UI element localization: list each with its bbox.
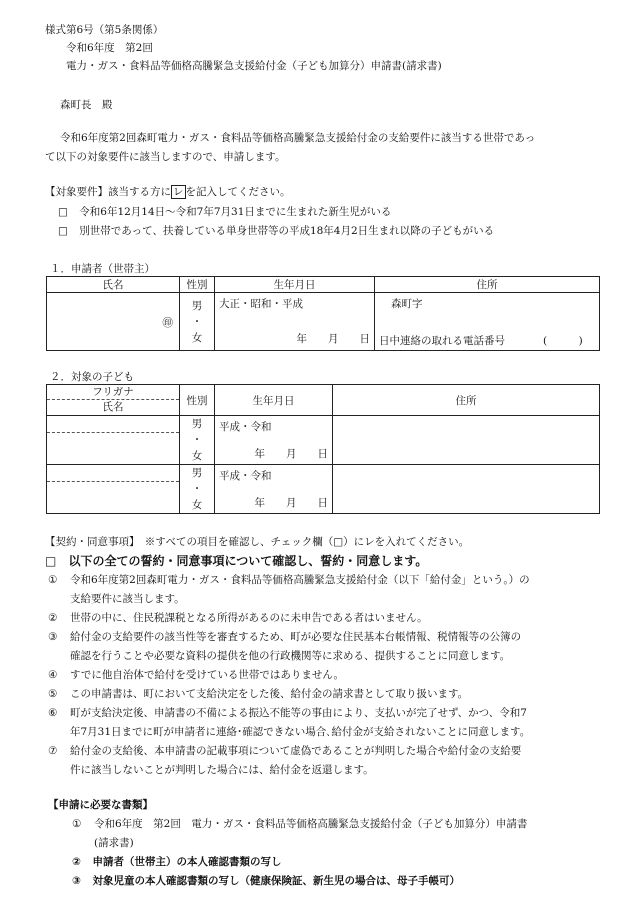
applicant-section-title: １．申請者（世帯主） bbox=[50, 263, 155, 275]
requirement-item[interactable] bbox=[58, 204, 391, 219]
address-prefix: 森町字 bbox=[391, 298, 423, 310]
header-sex: 性別 bbox=[180, 385, 215, 416]
sex-female[interactable]: 女 bbox=[191, 450, 203, 462]
sex-male[interactable]: 男 bbox=[191, 418, 203, 430]
consent-item-number: ① bbox=[48, 574, 58, 586]
document-item bbox=[72, 853, 282, 872]
requirement-item[interactable] bbox=[58, 223, 494, 238]
intro-line-1: 令和6年度第2回森町電力・ガス・食料品等価格高騰緊急支援給付金の支給要件に該当する世帯であっ bbox=[60, 132, 536, 144]
header-dob: 生年月日 bbox=[215, 385, 333, 416]
header-address: 住所 bbox=[375, 277, 600, 293]
applicant-name-field[interactable] bbox=[47, 293, 180, 351]
era-options: 大正・昭和・平成 bbox=[219, 298, 303, 310]
consent-item-number: ④ bbox=[48, 669, 58, 681]
requirement-text: 別世帯であって、扶養している単身世帯等の平成18年4月2日生まれ以降の子どもがいる bbox=[79, 225, 495, 237]
requirement-checkbox[interactable]: □ bbox=[58, 225, 68, 237]
year-round: 令和6年度 第2回 bbox=[66, 42, 153, 54]
header-name: 氏名 bbox=[102, 401, 124, 413]
child-name-field[interactable] bbox=[47, 416, 180, 465]
consent-item bbox=[48, 685, 608, 704]
consent-item-line: 令和6年度第2回森町電力・ガス・食料品等価格高騰緊急支援給付金（以下「給付金」という。）の bbox=[70, 574, 530, 586]
sex-dot: ・ bbox=[191, 434, 203, 446]
consent-item-line: 支給要件に該当します。 bbox=[70, 593, 185, 605]
consent-main-text: 以下の全ての誓約・同意事項について確認し、誓約・同意します。 bbox=[68, 554, 428, 568]
header-furigana-name bbox=[47, 385, 180, 416]
document-item bbox=[72, 872, 460, 891]
applicant-dob-field[interactable] bbox=[215, 293, 375, 351]
applicant-sex-field[interactable] bbox=[180, 293, 215, 351]
consent-main[interactable] bbox=[45, 552, 427, 569]
requirements-heading-post: を記入してください。 bbox=[185, 186, 291, 198]
seal-mark: ㊞ bbox=[162, 317, 173, 329]
child-address-field[interactable] bbox=[333, 465, 600, 514]
date-units: 年 月 日 bbox=[254, 448, 328, 460]
consent-item-line: 給付金の支給要件の該当性等を審査するため、町が必要な住民基本台帳情報、税情報等の公簿の bbox=[70, 631, 522, 643]
consent-item-number: ⑤ bbox=[48, 688, 58, 700]
child-dob-field[interactable] bbox=[215, 416, 333, 465]
document-item-line: (請求書) bbox=[94, 837, 134, 849]
form-number: 様式第6号（第5条関係） bbox=[45, 24, 164, 36]
consent-item-number: ⑦ bbox=[48, 745, 58, 757]
date-units: 年 月 日 bbox=[254, 497, 328, 509]
addressee: 森町長 殿 bbox=[60, 99, 113, 111]
phone-label: 日中連絡の取れる電話番号 bbox=[379, 335, 505, 347]
consent-item-line: 町が支給決定後、申請書の不備による振込不能等の事由により、支払いが完了せず、かつ、令和7 bbox=[70, 707, 527, 719]
header-dob: 生年月日 bbox=[215, 277, 375, 293]
era-options: 平成・令和 bbox=[219, 470, 272, 482]
header-address: 住所 bbox=[333, 385, 600, 416]
consent-item bbox=[48, 704, 608, 742]
children-section-title: ２．対象の子ども bbox=[50, 371, 134, 383]
consent-main-checkbox[interactable]: □ bbox=[45, 554, 57, 568]
document-item-number: ② bbox=[72, 856, 81, 868]
document-item-line: 令和6年度 第2回 電力・ガス・食料品等価格高騰緊急支援給付金（子ども加算分）申請書 bbox=[94, 818, 528, 830]
date-units: 年 月 日 bbox=[296, 333, 370, 345]
consent-item-number: ③ bbox=[48, 631, 58, 643]
child-sex-field[interactable] bbox=[180, 416, 215, 465]
consent-heading: 【契約・同意事項】 ※すべての項目を確認し、チェック欄（□）にレを入れてください。 bbox=[45, 536, 470, 548]
phone-parens[interactable]: ( ) bbox=[543, 335, 583, 347]
consent-item-line: 世帯の中に、住民税課税となる所得があるのに未申告である者はいません。 bbox=[70, 612, 428, 624]
document-item-number: ① bbox=[72, 818, 82, 830]
child-sex-field[interactable] bbox=[180, 465, 215, 514]
child-dob-field[interactable] bbox=[215, 465, 333, 514]
child-name-field[interactable] bbox=[47, 465, 180, 514]
consent-item-line: 件に該当しないことが判明した場合には、給付金を返還します。 bbox=[70, 764, 374, 776]
consent-item-line: すでに他自治体で給付を受けている世帯ではありません。 bbox=[70, 669, 344, 681]
consent-item bbox=[48, 742, 608, 780]
document-item bbox=[72, 815, 592, 853]
sex-dot: ・ bbox=[191, 315, 203, 328]
check-mark-box: レ bbox=[173, 186, 184, 198]
consent-item-line: 給付金の支給後、本申請書の記載事項について虚偽であることが判明した場合や給付金の支給要 bbox=[70, 745, 522, 757]
header-name: 氏名 bbox=[47, 277, 180, 293]
consent-item-line: この申請書は、町において支給決定をした後、給付金の請求書として取り扱います。 bbox=[70, 688, 469, 700]
document-item-number: ③ bbox=[72, 875, 81, 887]
page-title: 電力・ガス・食料品等価格高騰緊急支援給付金（子ども加算分）申請書(請求書) bbox=[66, 60, 442, 72]
sex-male[interactable]: 男 bbox=[191, 299, 203, 312]
consent-item-number: ⑥ bbox=[48, 707, 58, 719]
applicant-table bbox=[46, 276, 600, 351]
consent-item bbox=[48, 666, 608, 685]
consent-item-line: 年7月31日までに町が申請者に連絡･確認できない場合､給付金が支給されないことに同意します。 bbox=[70, 726, 531, 738]
sex-male[interactable]: 男 bbox=[191, 467, 203, 479]
sex-female[interactable]: 女 bbox=[191, 499, 203, 511]
requirement-checkbox[interactable]: □ bbox=[58, 206, 68, 218]
applicant-address-field[interactable] bbox=[375, 293, 600, 351]
requirements-heading-pre: 【対象要件】該当する方に bbox=[45, 186, 171, 198]
header-sex: 性別 bbox=[180, 277, 215, 293]
children-table bbox=[46, 384, 600, 514]
header-furigana: フリガナ bbox=[47, 385, 179, 400]
consent-item-line: 確認を行うことや必要な資料の提供を他の行政機関等に求める、提供することに同意します。 bbox=[70, 650, 511, 662]
consent-item bbox=[48, 571, 608, 609]
child-furigana-field[interactable] bbox=[47, 465, 179, 482]
era-options: 平成・令和 bbox=[219, 421, 272, 433]
documents-heading: 【申請に必要な書類】 bbox=[48, 799, 153, 811]
intro-line-2: て以下の対象要件に該当しますので、申請します。 bbox=[45, 151, 286, 163]
document-item-line: 申請者（世帯主）の本人確認書類の写し bbox=[92, 856, 282, 868]
requirements-heading bbox=[45, 184, 291, 199]
child-address-field[interactable] bbox=[333, 416, 600, 465]
requirement-text: 令和6年12月14日～令和7年7月31日までに生まれた新生児がいる bbox=[79, 206, 392, 218]
sex-female[interactable]: 女 bbox=[191, 331, 203, 344]
consent-item bbox=[48, 609, 608, 628]
document-item-line: 対象児童の本人確認書類の写し（健康保険証、新生児の場合は、母子手帳可） bbox=[92, 875, 461, 887]
child-furigana-field[interactable] bbox=[47, 416, 179, 433]
consent-item bbox=[48, 628, 608, 666]
sex-dot: ・ bbox=[191, 483, 203, 495]
consent-item-number: ② bbox=[48, 612, 58, 624]
